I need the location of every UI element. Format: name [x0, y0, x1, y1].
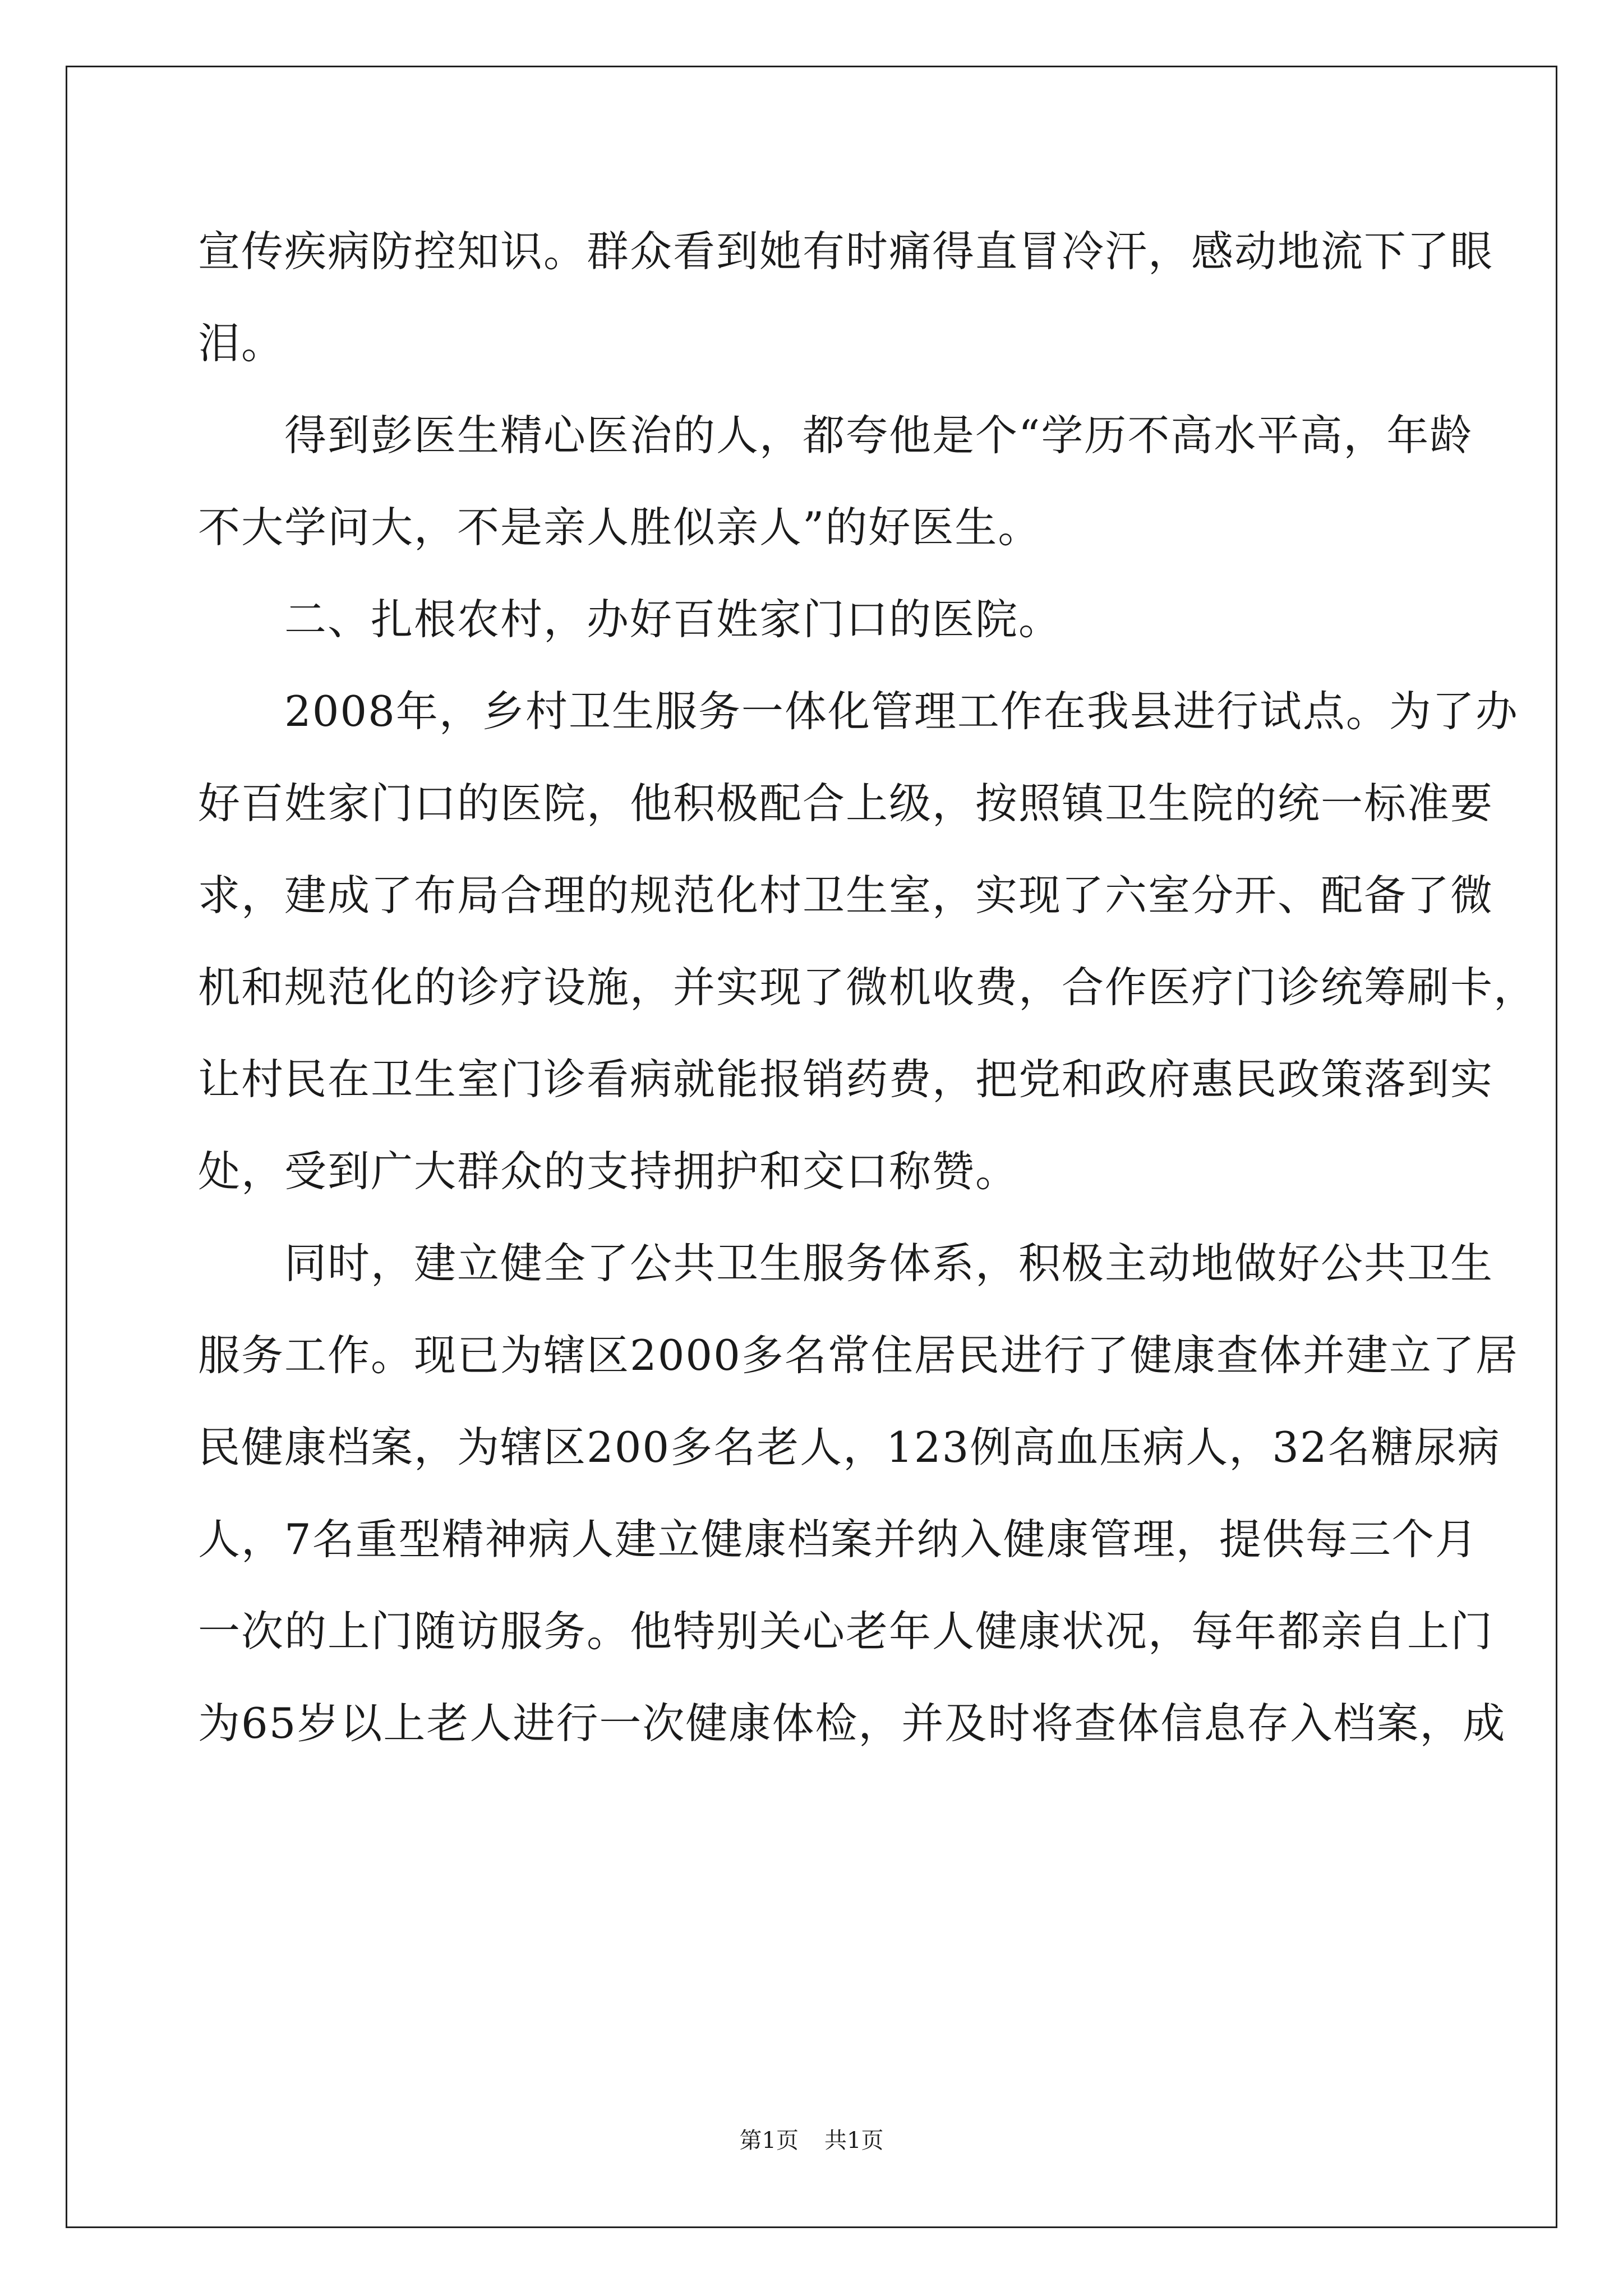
page-footer	[0, 2125, 1623, 2156]
text-line: 人，7名重型精神病人建立健康档案并纳入健康管理，提供每三个月	[198, 1515, 1478, 1564]
text-line: 同时，建立健全了公共卫生服务体系，积极主动地做好公共卫生	[198, 1239, 1494, 1288]
text-line: 得到彭医生精心医治的人，都夸他是个“学历不高水平高，年龄	[198, 411, 1473, 460]
text-line: 不大学问大，不是亲人胜似亲人”的好医生。	[198, 503, 1041, 552]
text-line: 为65岁以上老人进行一次健康体检，并及时将查体信息存入档案，成	[198, 1699, 1506, 1748]
text-line: 机和规范化的诊疗设施，并实现了微机收费，合作医疗门诊统筹刷卡，	[198, 963, 1537, 1012]
text-line: 一次的上门随访服务。他特别关心老年人健康状况，每年都亲自上门	[198, 1607, 1494, 1656]
page-total: 共1页	[824, 2128, 884, 2154]
text-line: 二、扎根农村，办好百姓家门口的医院。	[198, 595, 1062, 644]
text-line: 好百姓家门口的医院，他积极配合上级，按照镇卫生院的统一标准要	[198, 779, 1494, 828]
text-line: 宣传疾病防控知识。群众看到她有时痛得直冒冷汗，感动地流下了眼	[198, 227, 1494, 276]
text-line: 处，受到广大群众的支持拥护和交口称赞。	[198, 1147, 1019, 1196]
page-number: 第1页	[739, 2128, 799, 2154]
text-line: 让村民在卫生室门诊看病就能报销药费，把党和政府惠民政策落到实	[198, 1055, 1494, 1104]
text-line: 2008年，乡村卫生服务一体化管理工作在我县进行试点。为了办	[198, 687, 1519, 736]
text-line: 求，建成了布局合理的规范化村卫生室，实现了六室分开、配备了微	[198, 871, 1494, 920]
text-line: 服务工作。现已为辖区2000多名常住居民进行了健康查体并建立了居	[198, 1331, 1519, 1380]
text-line: 泪。	[198, 319, 285, 368]
text-line: 民健康档案，为辖区200多名老人，123例高血压病人，32名糖尿病	[198, 1423, 1501, 1472]
